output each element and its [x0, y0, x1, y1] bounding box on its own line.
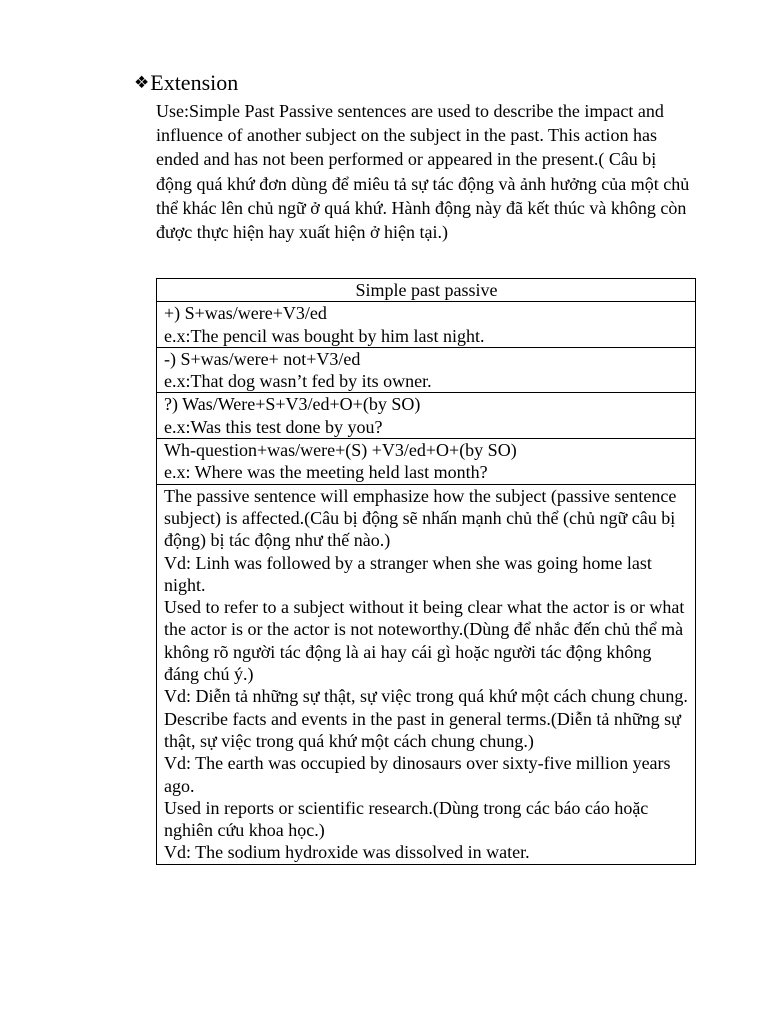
table-cell	[157, 347, 696, 393]
usage-example: Vd: Linh was followed by a stranger when she was going home last night.	[164, 552, 652, 595]
section-title: Extension	[150, 70, 239, 95]
table-header-cell: Simple past passive	[157, 279, 696, 302]
table-cell	[157, 302, 696, 348]
usage-note: Describe facts and events in the past in general terms.(Diễn tả những sự thật, sự việc trong quá khứ một cách chung chung.)	[164, 708, 681, 751]
formula-text: ?) Was/Were+S+V3/ed+O+(by SO)	[164, 394, 421, 415]
table-header-row	[157, 279, 696, 302]
usage-note: The passive sentence will emphasize how the subject (passive sentence subject) is affected.(Câu bị động sẽ nhấn mạnh chủ thể (chủ ngữ câu bị động) bị tác động như thế nào.)	[164, 485, 677, 551]
table-row-affirmative	[157, 302, 696, 348]
usage-example: Vd: The sodium hydroxide was dissolved in water.	[164, 842, 530, 863]
section-heading	[134, 70, 238, 96]
usage-example: Vd: The earth was occupied by dinosaurs over sixty-five million years ago.	[164, 753, 671, 796]
diamond-bullet-icon: ❖	[134, 73, 150, 93]
example-text: e.x:That dog wasn’t fed by its owner.	[164, 371, 432, 392]
intro-paragraph	[156, 99, 696, 244]
formula-text: Wh-question+was/were+(S) +V3/ed+O+(by SO)	[164, 440, 517, 461]
table-row-usage-notes	[157, 484, 696, 864]
usage-notes-cell	[157, 484, 696, 864]
usage-example: Vd: Diễn tả những sự thật, sự việc trong quá khứ một cách chung chung.	[164, 686, 688, 707]
example-text: e.x:The pencil was bought by him last night.	[164, 325, 485, 346]
formula-text: -) S+was/were+ not+V3/ed	[164, 348, 361, 369]
table-row-negative	[157, 347, 696, 393]
simple-past-passive-table	[156, 278, 696, 865]
example-text: e.x:Was this test done by you?	[164, 416, 383, 437]
table-row-question	[157, 393, 696, 439]
usage-note: Used in reports or scientific research.(Dùng trong các báo cáo hoặc nghiên cứu khoa học.)	[164, 797, 649, 841]
intro-text: Use:Simple Past Passive sentences are used to describe the impact and influence of another subject on the subject in the past. This action has ended and has not been performed or appeared in the present.( Câu bị động quá khứ đơn dùng để miêu tả sự tác động và ảnh hưởng của một chủ thể khác lên chủ ngữ ở quá khứ. Hành động này đã kết thúc và không còn được thực hiện hay xuất hiện ở hiện tại.)	[156, 101, 690, 243]
usage-note: Used to refer to a subject without it being clear what the actor is or what the actor is or the actor is not noteworthy.(Dùng để nhắc đến chủ thể mà không rõ người tác động là ai hay cái gì hoặc người tác động không đáng chú ý.)	[164, 597, 685, 685]
example-text: e.x: Where was the meeting held last month?	[164, 462, 488, 483]
table-row-wh-question	[157, 439, 696, 485]
formula-text: +) S+was/were+V3/ed	[164, 303, 327, 324]
table-cell	[157, 439, 696, 485]
table-cell	[157, 393, 696, 439]
